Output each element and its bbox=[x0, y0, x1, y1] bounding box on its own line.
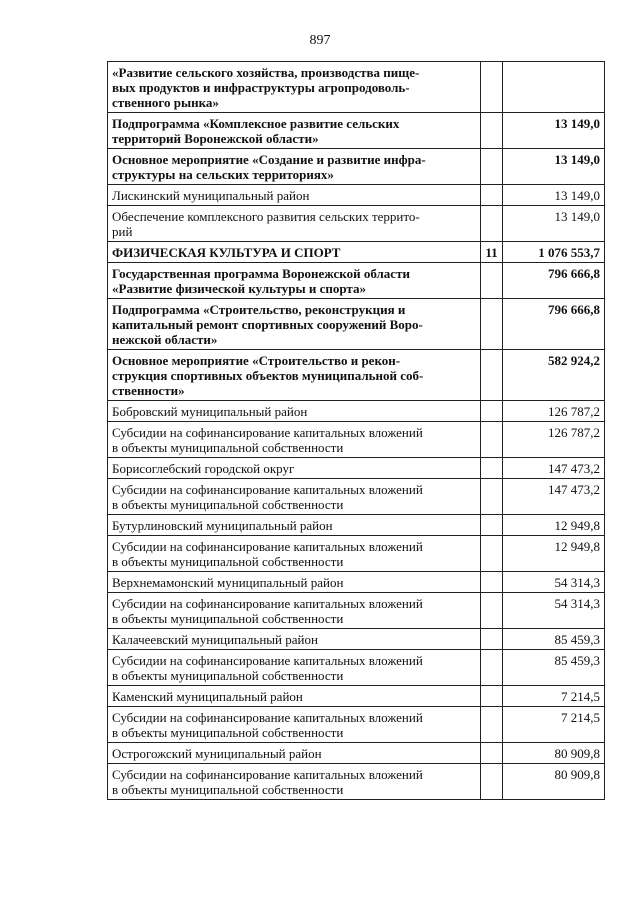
row-code-cell bbox=[481, 572, 503, 593]
row-sum-cell: 13 149,0 bbox=[503, 206, 605, 242]
row-name-cell: Борисоглебский городской округ bbox=[108, 458, 481, 479]
table-row bbox=[108, 515, 605, 536]
row-code-cell bbox=[481, 764, 503, 800]
row-sum-cell: 147 473,2 bbox=[503, 479, 605, 515]
row-name-cell: Субсидии на софинансирование капитальных вложений в объекты муниципальной собственности bbox=[108, 707, 481, 743]
row-code-cell bbox=[481, 401, 503, 422]
row-code-cell bbox=[481, 479, 503, 515]
row-code-cell bbox=[481, 350, 503, 401]
row-code-cell bbox=[481, 113, 503, 149]
row-sum-cell: 13 149,0 bbox=[503, 185, 605, 206]
row-code-cell bbox=[481, 299, 503, 350]
row-sum-cell: 13 149,0 bbox=[503, 113, 605, 149]
row-sum-cell: 126 787,2 bbox=[503, 401, 605, 422]
row-name-cell: Бутурлиновский муниципальный район bbox=[108, 515, 481, 536]
row-name-cell: Подпрограмма «Комплексное развитие сельских территорий Воронежской области» bbox=[108, 113, 481, 149]
row-code-cell bbox=[481, 593, 503, 629]
row-sum-cell: 796 666,8 bbox=[503, 263, 605, 299]
table-row bbox=[108, 113, 605, 149]
row-name-cell: Субсидии на софинансирование капитальных вложений в объекты муниципальной собственности bbox=[108, 650, 481, 686]
row-code-cell bbox=[481, 206, 503, 242]
table-row bbox=[108, 593, 605, 629]
row-name-cell: Острогожский муниципальный район bbox=[108, 743, 481, 764]
row-name-cell: Государственная программа Воронежской области «Развитие физической культуры и спорта» bbox=[108, 263, 481, 299]
row-name-cell: Субсидии на софинансирование капитальных вложений в объекты муниципальной собственности bbox=[108, 536, 481, 572]
row-sum-cell: 7 214,5 bbox=[503, 707, 605, 743]
row-code-cell bbox=[481, 263, 503, 299]
row-code-cell bbox=[481, 536, 503, 572]
table-row bbox=[108, 149, 605, 185]
row-sum-cell: 80 909,8 bbox=[503, 743, 605, 764]
table-row bbox=[108, 206, 605, 242]
row-name-cell: Субсидии на софинансирование капитальных вложений в объекты муниципальной собственности bbox=[108, 479, 481, 515]
row-sum-cell: 12 949,8 bbox=[503, 515, 605, 536]
row-name-cell: Основное мероприятие «Создание и развитие инфра- структуры на сельских территориях» bbox=[108, 149, 481, 185]
row-sum-cell: 85 459,3 bbox=[503, 629, 605, 650]
table-row bbox=[108, 62, 605, 113]
row-name-cell: ФИЗИЧЕСКАЯ КУЛЬТУРА И СПОРТ bbox=[108, 242, 481, 263]
budget-table-body bbox=[108, 62, 605, 800]
row-sum-cell: 54 314,3 bbox=[503, 572, 605, 593]
table-row bbox=[108, 572, 605, 593]
row-name-cell: Субсидии на софинансирование капитальных вложений в объекты муниципальной собственности bbox=[108, 422, 481, 458]
table-row bbox=[108, 650, 605, 686]
table-row bbox=[108, 401, 605, 422]
row-code-cell bbox=[481, 149, 503, 185]
row-code-cell bbox=[481, 707, 503, 743]
table-row bbox=[108, 743, 605, 764]
table-row bbox=[108, 536, 605, 572]
row-sum-cell: 12 949,8 bbox=[503, 536, 605, 572]
row-code-cell bbox=[481, 686, 503, 707]
table-row bbox=[108, 299, 605, 350]
table-row bbox=[108, 707, 605, 743]
row-name-cell: Верхнемамонский муниципальный район bbox=[108, 572, 481, 593]
row-name-cell: «Развитие сельского хозяйства, производства пище- вых продуктов и инфраструктуры агропродоволь- ственного рынка» bbox=[108, 62, 481, 113]
row-sum-cell: 1 076 553,7 bbox=[503, 242, 605, 263]
row-sum-cell: 796 666,8 bbox=[503, 299, 605, 350]
table-row bbox=[108, 458, 605, 479]
row-sum-cell: 13 149,0 bbox=[503, 149, 605, 185]
row-code-cell: 11 bbox=[481, 242, 503, 263]
row-name-cell: Основное мероприятие «Строительство и рекон- струкция спортивных объектов муниципальной соб- ственности» bbox=[108, 350, 481, 401]
page-number: 897 bbox=[309, 33, 331, 48]
row-code-cell bbox=[481, 422, 503, 458]
row-name-cell: Субсидии на софинансирование капитальных вложений в объекты муниципальной собственности bbox=[108, 593, 481, 629]
row-name-cell: Каменский муниципальный район bbox=[108, 686, 481, 707]
row-code-cell bbox=[481, 185, 503, 206]
row-sum-cell: 147 473,2 bbox=[503, 458, 605, 479]
table-row bbox=[108, 479, 605, 515]
row-code-cell bbox=[481, 515, 503, 536]
table-row bbox=[108, 185, 605, 206]
row-code-cell bbox=[481, 629, 503, 650]
row-code-cell bbox=[481, 458, 503, 479]
table-row bbox=[108, 422, 605, 458]
row-sum-cell: 126 787,2 bbox=[503, 422, 605, 458]
row-code-cell bbox=[481, 62, 503, 113]
table-row bbox=[108, 263, 605, 299]
table-row bbox=[108, 350, 605, 401]
row-sum-cell: 582 924,2 bbox=[503, 350, 605, 401]
row-sum-cell: 54 314,3 bbox=[503, 593, 605, 629]
row-code-cell bbox=[481, 743, 503, 764]
row-name-cell: Обеспечение комплексного развития сельских террито- рий bbox=[108, 206, 481, 242]
row-name-cell: Подпрограмма «Строительство, реконструкция и капитальный ремонт спортивных сооружений Воро- нежской области» bbox=[108, 299, 481, 350]
row-name-cell: Субсидии на софинансирование капитальных вложений в объекты муниципальной собственности bbox=[108, 764, 481, 800]
row-sum-cell: 80 909,8 bbox=[503, 764, 605, 800]
row-sum-cell: 7 214,5 bbox=[503, 686, 605, 707]
table-row bbox=[108, 764, 605, 800]
table-row bbox=[108, 686, 605, 707]
row-name-cell: Лискинский муниципальный район bbox=[108, 185, 481, 206]
row-sum-cell bbox=[503, 62, 605, 113]
table-row bbox=[108, 242, 605, 263]
row-code-cell bbox=[481, 650, 503, 686]
table-row bbox=[108, 629, 605, 650]
budget-table bbox=[107, 61, 605, 800]
row-sum-cell: 85 459,3 bbox=[503, 650, 605, 686]
row-name-cell: Калачеевский муниципальный район bbox=[108, 629, 481, 650]
row-name-cell: Бобровский муниципальный район bbox=[108, 401, 481, 422]
